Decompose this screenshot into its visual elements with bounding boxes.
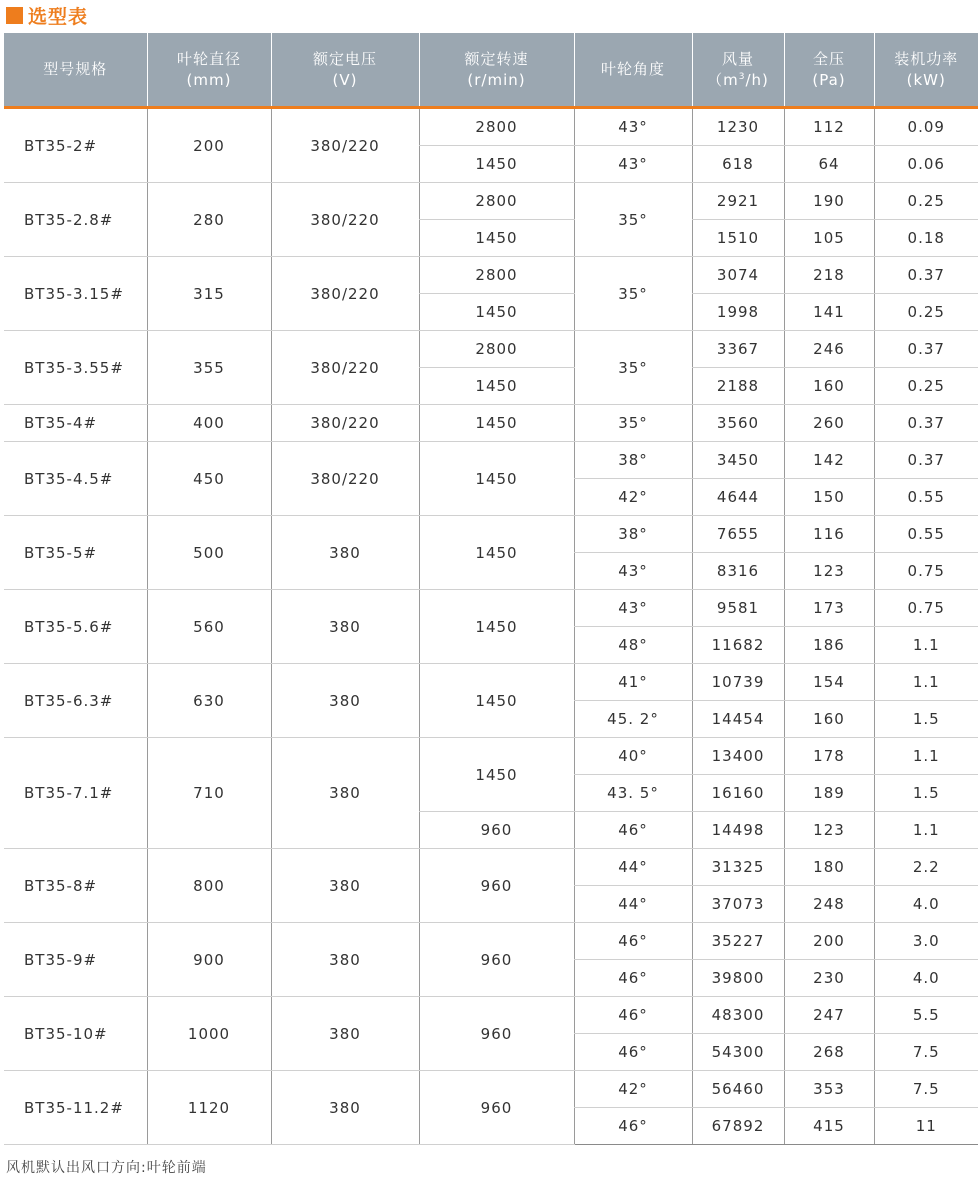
model-cell: BT35-4# [4,405,147,442]
diameter-cell: 900 [147,923,271,997]
diameter-cell: 280 [147,183,271,257]
model-cell: BT35-5# [4,516,147,590]
diameter-cell: 450 [147,442,271,516]
speed-cell: 1450 [419,405,574,442]
angle-cell: 46° [574,812,692,849]
table-row [4,590,978,627]
pressure-cell: 64 [784,146,874,183]
pressure-cell: 200 [784,923,874,960]
speed-cell: 2800 [419,183,574,220]
table-row [4,257,978,294]
airflow-cell: 3367 [692,331,784,368]
speed-cell: 1450 [419,442,574,516]
airflow-cell: 7655 [692,516,784,553]
power-cell: 2.2 [874,849,978,886]
voltage-cell: 380/220 [271,405,419,442]
power-cell: 0.55 [874,516,978,553]
speed-cell: 1450 [419,664,574,738]
airflow-cell: 1998 [692,294,784,331]
table-row [4,664,978,701]
power-cell: 7.5 [874,1071,978,1108]
selection-table [4,33,978,1145]
title-text: 选型表 [28,5,89,28]
airflow-cell: 3560 [692,405,784,442]
diameter-cell: 355 [147,331,271,405]
pressure-cell: 160 [784,701,874,738]
voltage-cell: 380 [271,664,419,738]
speed-cell: 960 [419,812,574,849]
table-row [4,442,978,479]
airflow-cell: 1230 [692,108,784,146]
power-cell: 0.37 [874,257,978,294]
power-cell: 4.0 [874,960,978,997]
pressure-cell: 230 [784,960,874,997]
angle-cell: 35° [574,183,692,257]
power-cell: 1.5 [874,701,978,738]
angle-cell: 42° [574,479,692,516]
angle-cell: 44° [574,849,692,886]
pressure-cell: 112 [784,108,874,146]
power-cell: 0.25 [874,294,978,331]
voltage-cell: 380 [271,1071,419,1145]
power-cell: 0.37 [874,442,978,479]
power-cell: 1.1 [874,738,978,775]
diameter-cell: 500 [147,516,271,590]
power-cell: 0.37 [874,405,978,442]
voltage-cell: 380 [271,590,419,664]
table-row [4,923,978,960]
airflow-cell: 14498 [692,812,784,849]
airflow-cell: 3074 [692,257,784,294]
angle-cell: 43° [574,108,692,146]
model-cell: BT35-8# [4,849,147,923]
power-cell: 0.75 [874,553,978,590]
model-cell: BT35-3.55# [4,331,147,405]
footnote: 风机默认出风口方向:叶轮前端 [6,1160,207,1176]
header-row [4,33,978,108]
section-title [6,2,88,28]
table-row [4,849,978,886]
angle-cell: 35° [574,405,692,442]
airflow-cell: 8316 [692,553,784,590]
power-cell: 11 [874,1108,978,1145]
pressure-cell: 178 [784,738,874,775]
angle-cell: 46° [574,1108,692,1145]
pressure-cell: 268 [784,1034,874,1071]
table-row [4,516,978,553]
pressure-cell: 154 [784,664,874,701]
pressure-cell: 141 [784,294,874,331]
voltage-cell: 380/220 [271,183,419,257]
airflow-cell: 67892 [692,1108,784,1145]
pressure-cell: 142 [784,442,874,479]
angle-cell: 43° [574,553,692,590]
model-cell: BT35-2.8# [4,183,147,257]
pressure-cell: 248 [784,886,874,923]
model-cell: BT35-7.1# [4,738,147,849]
angle-cell: 43° [574,146,692,183]
speed-cell: 1450 [419,516,574,590]
diameter-cell: 1120 [147,1071,271,1145]
pressure-cell: 160 [784,368,874,405]
airflow-cell: 13400 [692,738,784,775]
airflow-cell: 2188 [692,368,784,405]
angle-cell: 40° [574,738,692,775]
model-cell: BT35-11.2# [4,1071,147,1145]
power-cell: 0.25 [874,183,978,220]
speed-cell: 1450 [419,590,574,664]
table-row [4,738,978,775]
speed-cell: 1450 [419,368,574,405]
airflow-cell: 39800 [692,960,784,997]
speed-cell: 2800 [419,331,574,368]
power-cell: 0.37 [874,331,978,368]
angle-cell: 38° [574,442,692,479]
model-cell: BT35-10# [4,997,147,1071]
airflow-cell: 618 [692,146,784,183]
pressure-cell: 218 [784,257,874,294]
voltage-cell: 380 [271,516,419,590]
header-power: 装机功率 (kW) [874,33,978,108]
airflow-cell: 3450 [692,442,784,479]
airflow-cell: 35227 [692,923,784,960]
model-cell: BT35-3.15# [4,257,147,331]
header-voltage: 额定电压 (V) [271,33,419,108]
airflow-cell: 16160 [692,775,784,812]
angle-cell: 41° [574,664,692,701]
angle-cell: 46° [574,1034,692,1071]
angle-cell: 46° [574,960,692,997]
angle-cell: 35° [574,331,692,405]
pressure-cell: 123 [784,553,874,590]
header-diameter: 叶轮直径 (mm) [147,33,271,108]
speed-cell: 1450 [419,294,574,331]
voltage-cell: 380 [271,738,419,849]
pressure-cell: 189 [784,775,874,812]
pressure-cell: 246 [784,331,874,368]
power-cell: 1.5 [874,775,978,812]
pressure-cell: 260 [784,405,874,442]
pressure-cell: 353 [784,1071,874,1108]
power-cell: 1.1 [874,812,978,849]
airflow-cell: 9581 [692,590,784,627]
speed-cell: 960 [419,1071,574,1145]
angle-cell: 46° [574,923,692,960]
header-airflow: 风量 $(m^3/h)$ [692,33,784,108]
angle-cell: 44° [574,886,692,923]
power-cell: 7.5 [874,1034,978,1071]
airflow-cell: 10739 [692,664,784,701]
speed-cell: 1450 [419,738,574,812]
airflow-cell: 31325 [692,849,784,886]
pressure-cell: 105 [784,220,874,257]
airflow-cell: 37073 [692,886,784,923]
speed-cell: 1450 [419,220,574,257]
airflow-cell: 2921 [692,183,784,220]
voltage-cell: 380/220 [271,331,419,405]
table-row [4,1071,978,1108]
speed-cell: 960 [419,997,574,1071]
speed-cell: 1450 [419,146,574,183]
power-cell: 0.06 [874,146,978,183]
model-cell: BT35-5.6# [4,590,147,664]
voltage-cell: 380/220 [271,442,419,516]
power-cell: 3.0 [874,923,978,960]
airflow-cell: 4644 [692,479,784,516]
power-cell: 0.55 [874,479,978,516]
diameter-cell: 400 [147,405,271,442]
table-row [4,997,978,1034]
power-cell: 0.75 [874,590,978,627]
pressure-cell: 123 [784,812,874,849]
header-pressure: 全压 (Pa) [784,33,874,108]
power-cell: 0.18 [874,220,978,257]
model-cell: BT35-4.5# [4,442,147,516]
diameter-cell: 630 [147,664,271,738]
model-cell: BT35-2# [4,108,147,183]
angle-cell: 46° [574,997,692,1034]
model-cell: BT35-6.3# [4,664,147,738]
table-row [4,405,978,442]
power-cell: 0.09 [874,108,978,146]
header-speed: 额定转速 (r/min) [419,33,574,108]
angle-cell: 38° [574,516,692,553]
speed-cell: 960 [419,849,574,923]
diameter-cell: 560 [147,590,271,664]
airflow-cell: 48300 [692,997,784,1034]
diameter-cell: 200 [147,108,271,183]
power-cell: 0.25 [874,368,978,405]
angle-cell: 42° [574,1071,692,1108]
angle-cell: 48° [574,627,692,664]
speed-cell: 960 [419,923,574,997]
airflow-cell: 56460 [692,1071,784,1108]
pressure-cell: 247 [784,997,874,1034]
speed-cell: 2800 [419,257,574,294]
title-square-icon [6,7,23,24]
power-cell: 1.1 [874,664,978,701]
voltage-cell: 380 [271,849,419,923]
voltage-cell: 380/220 [271,257,419,331]
power-cell: 5.5 [874,997,978,1034]
pressure-cell: 173 [784,590,874,627]
diameter-cell: 1000 [147,997,271,1071]
model-cell: BT35-9# [4,923,147,997]
pressure-cell: 116 [784,516,874,553]
diameter-cell: 315 [147,257,271,331]
voltage-cell: 380/220 [271,108,419,183]
diameter-cell: 800 [147,849,271,923]
power-cell: 4.0 [874,886,978,923]
angle-cell: 35° [574,257,692,331]
pressure-cell: 415 [784,1108,874,1145]
header-angle: 叶轮角度 [574,33,692,108]
pressure-cell: 150 [784,479,874,516]
voltage-cell: 380 [271,997,419,1071]
angle-cell: 43. 5° [574,775,692,812]
airflow-cell: 11682 [692,627,784,664]
diameter-cell: 710 [147,738,271,849]
table-row [4,183,978,220]
speed-cell: 2800 [419,108,574,146]
pressure-cell: 186 [784,627,874,664]
pressure-cell: 180 [784,849,874,886]
airflow-cell: 14454 [692,701,784,738]
pressure-cell: 190 [784,183,874,220]
airflow-cell: 54300 [692,1034,784,1071]
voltage-cell: 380 [271,923,419,997]
table-row [4,331,978,368]
header-model: 型号规格 [4,33,147,108]
table-row [4,108,978,146]
airflow-cell: 1510 [692,220,784,257]
power-cell: 1.1 [874,627,978,664]
angle-cell: 43° [574,590,692,627]
angle-cell: 45. 2° [574,701,692,738]
